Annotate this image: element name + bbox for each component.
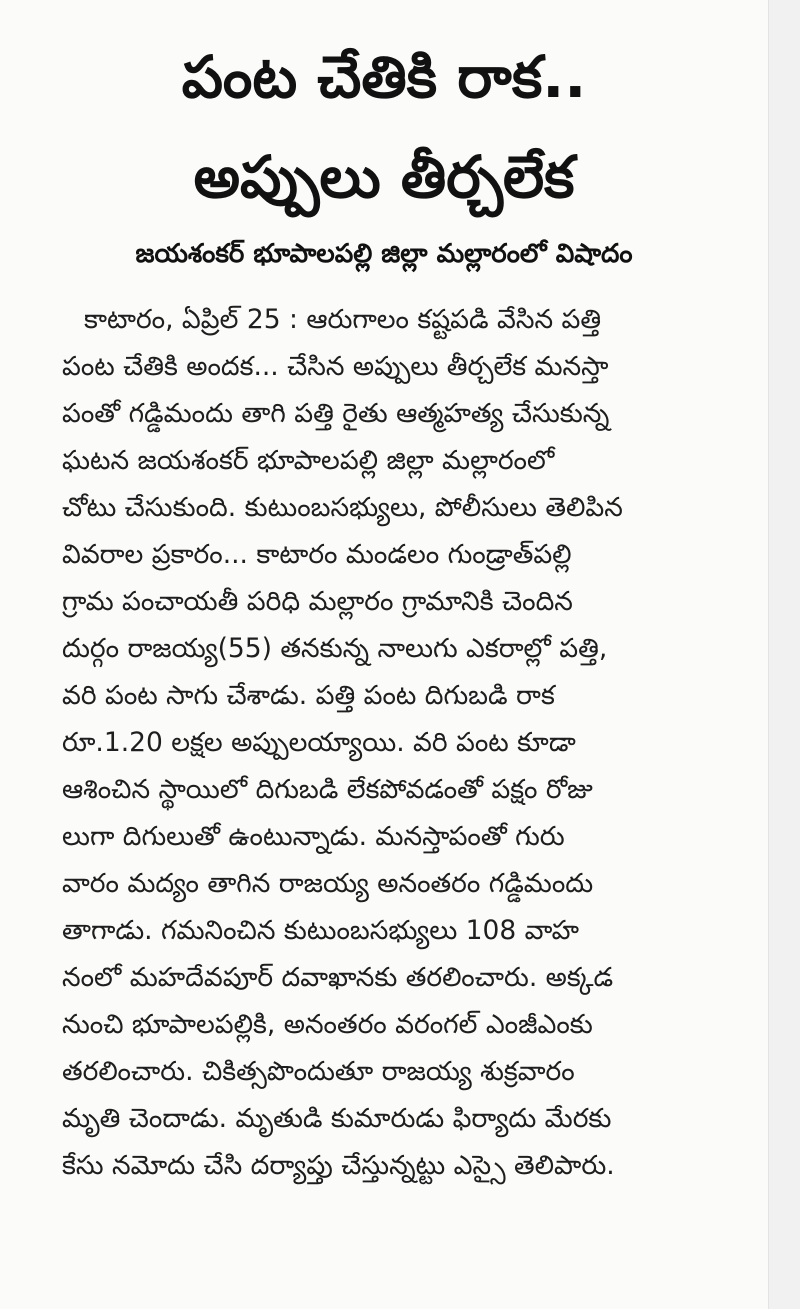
article-body [62,296,752,1189]
headline-line-2: అప్పులు తీర్చలేక [193,143,575,211]
body-line: రూ.1.20 లక్షల అప్పులయ్యాయి. వరి పంట కూడా [62,727,576,758]
body-line: ఆశించిన స్థాయిలో దిగుబడి లేకపోవడంతో పక్షం రోజు [62,774,593,805]
headline-line-1: పంట చేతికి రాక.. [181,43,587,111]
body-line: పంతో గడ్డిమందు తాగి పత్తి రైతు ఆత్మహత్య చేసుకున్న [62,398,610,429]
body-line: వారం మద్యం తాగిన రాజయ్య అనంతరం గడ్డిమందు [62,868,594,899]
body-line: దుర్గం రాజయ్య(55) తనకున్న నాలుగు ఎకరాల్లో పత్తి, [62,633,608,664]
body-line: గ్రామ పంచాయతీ పరిధి మల్లారం గ్రామానికి చెందిన [62,586,573,617]
body-line: ఘటన జయశంకర్ భూపాలపల్లి జిల్లా మల్లారంలో [62,445,555,476]
body-line: లుగా దిగులుతో ఉంటున్నాడు. మనస్తాపంతో గురు [62,821,565,852]
body-line: నంలో మహదేవపూర్ దవాఖానకు తరలించారు. అక్కడ [62,962,614,993]
body-line: వివరాల ప్రకారం... కాటారం మండలం గుండ్రాత్‌పల్లి [62,539,572,570]
subheadline: జయశంకర్ భూపాలపల్లి జిల్లా మల్లారంలో విషాదం [135,239,633,269]
body-line: తాగాడు. గమనించిన కుటుంబసభ్యులు 108 వాహ [62,915,579,946]
body-line: తరలించారు. చికిత్సపొందుతూ రాజయ్య శుక్రవారం [62,1056,575,1087]
body-line: చోటు చేసుకుంది. కుటుంబసభ్యులు, పోలీసులు తెలిపిన [62,492,623,523]
body-line: మృతి చెందాడు. మృతుడి కుమారుడు ఫిర్యాదు మేరకు [62,1103,612,1134]
body-line: వరి పంట సాగు చేశాడు. పత్తి పంట దిగుబడి రాక [62,680,555,711]
body-line: పంట చేతికి అందక... చేసిన అప్పులు తీర్చలేక మనస్తా [62,351,609,382]
body-line: కేసు నమోదు చేసి దర్యాప్తు చేస్తున్నట్టు ఎస్సై తెలిపారు. [62,1150,615,1181]
page-margin [768,0,800,1309]
body-line: కాటారం, ఏప్రిల్ 25 : ఆరుగాలం కష్టపడి వేసిన పత్తి [84,304,602,335]
body-line: నుంచి భూపాలపల్లికి, అనంతరం వరంగల్ ఎంజీఎంకు [62,1009,593,1040]
